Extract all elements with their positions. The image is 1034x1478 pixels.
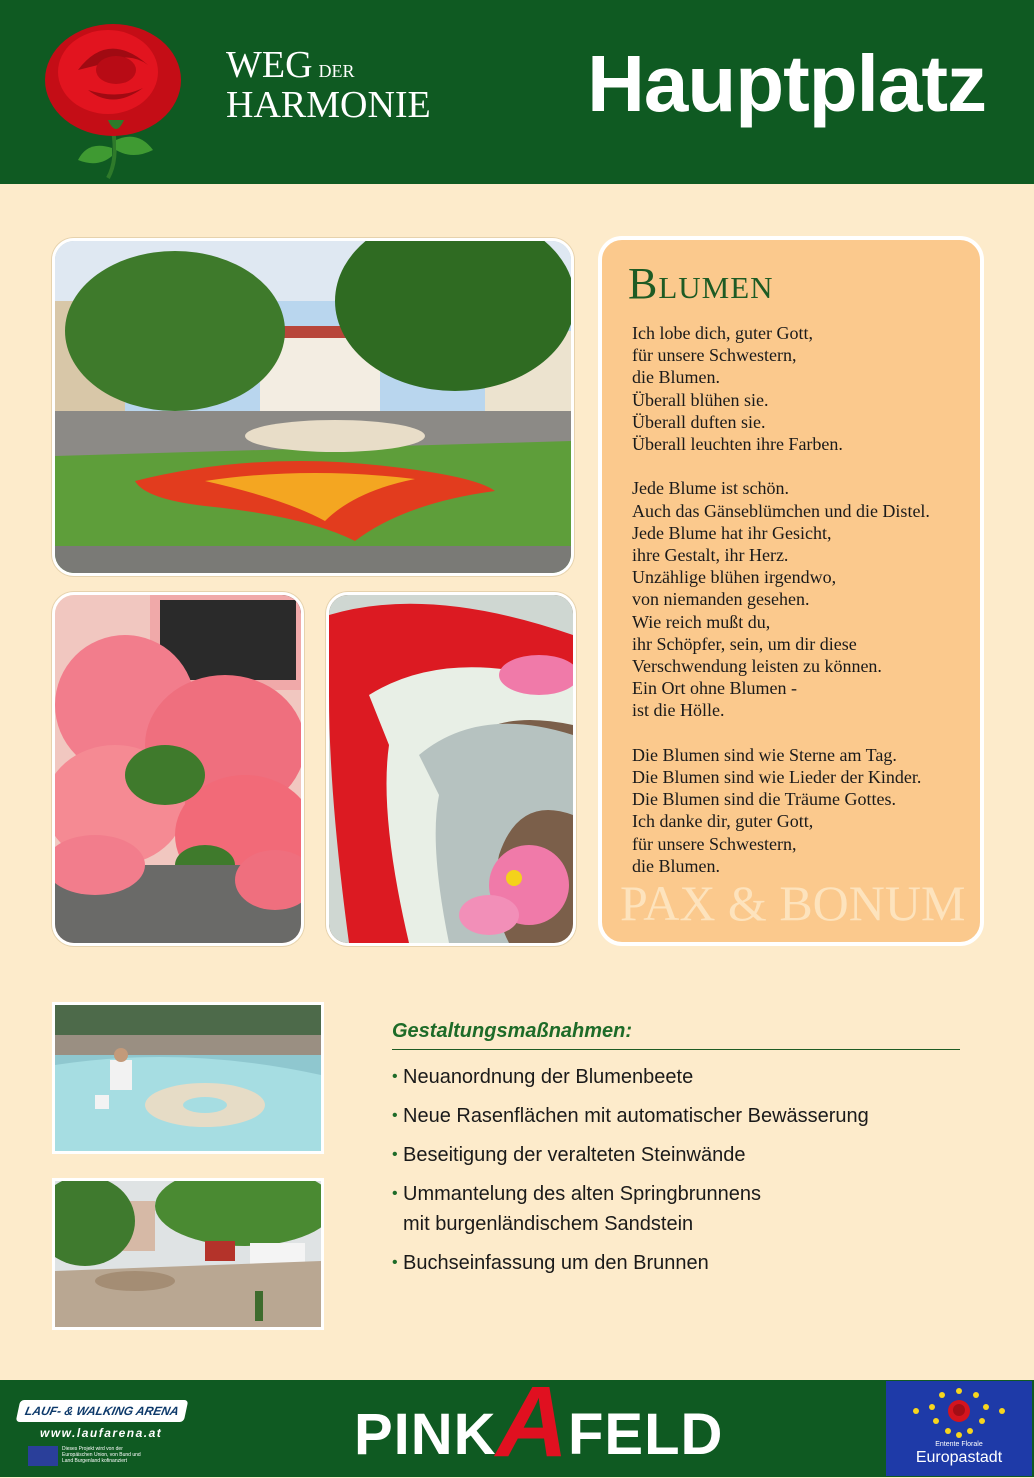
town-logo-left: PINK <box>354 1402 497 1467</box>
eu-flag-icon <box>28 1446 58 1466</box>
measures-list <box>392 1062 960 1278</box>
brand-weg: WEG <box>226 44 313 86</box>
brand-der: DER <box>318 61 355 81</box>
euro-line1: Entente Florale <box>935 1441 983 1448</box>
photo-geraniums <box>52 592 304 946</box>
poem-motto: PAX & BONUM <box>620 875 966 931</box>
photo-flowerbed <box>326 592 576 946</box>
photo-main-square <box>52 238 574 576</box>
europastadt-logo <box>886 1381 1032 1476</box>
photo-fountain-construction <box>52 1002 324 1154</box>
list-item: • Beseitigung der veralteten Steinwände <box>392 1140 960 1170</box>
header-banner <box>0 0 1034 184</box>
list-item: • Neue Rasenflächen mit automatischer Bewässerung <box>392 1101 960 1131</box>
brand-harmonie: HARMONIE <box>226 84 431 126</box>
town-logo <box>354 1366 734 1478</box>
photo-square-construction <box>52 1178 324 1330</box>
eu-funding-note: Dieses Projekt wird von der Europäischen Union, von Bund und Land Burgenland kofinanziert <box>62 1446 141 1464</box>
poem-box <box>598 236 984 946</box>
list-item: • Buchseinfassung um den Brunnen <box>392 1248 960 1278</box>
rose-icon <box>38 10 188 180</box>
arena-url: www.laufarena.at <box>40 1426 163 1440</box>
page-title: Hauptplatz <box>587 39 986 128</box>
measures-title: Gestaltungsmaßnahmen: <box>392 1020 960 1050</box>
euro-line2: Europastadt <box>915 1449 1003 1466</box>
town-logo-right: FELD <box>568 1402 724 1467</box>
eu-stars-icon <box>886 1381 1032 1441</box>
brand-logo <box>226 46 431 124</box>
list-item: • Ummantelung des alten Springbrunnens mit burgenländischem Sandstein <box>392 1179 960 1239</box>
town-logo-a: A <box>496 1366 569 1478</box>
poem-title: Blumen <box>628 259 774 308</box>
measures-section <box>392 1020 960 1287</box>
poem-text: Ich lobe dich, guter Gott, für unsere Schwestern, die Blumen. Überall blühen sie. Überall duften sie. Überall leuchten ihre Farben. Jede Blume ist schön. Auch das Gänseblümchen und die Distel. Jede Blume hat ihr Gesicht, ihre Gestalt, ihr Herz. Unzählige blühen irgendwo, von niemanden gesehen. Wie reich mußt du, ihr Schöpfer, sein, um dir diese Verschwendung leisten zu können. Ein Ort ohne Blumen - ist die Hölle. Die Blumen sind wie Sterne am Tag. Die Blumen sind wie Lieder der Kinder. Die Blumen sind die Träume Gottes. Ich danke dir, guter Gott, für unsere Schwestern, die Blumen. <box>632 323 930 876</box>
list-item: • Neuanordnung der Blumenbeete <box>392 1062 960 1092</box>
arena-logo: LAUF- & WALKING ARENA <box>16 1400 189 1422</box>
